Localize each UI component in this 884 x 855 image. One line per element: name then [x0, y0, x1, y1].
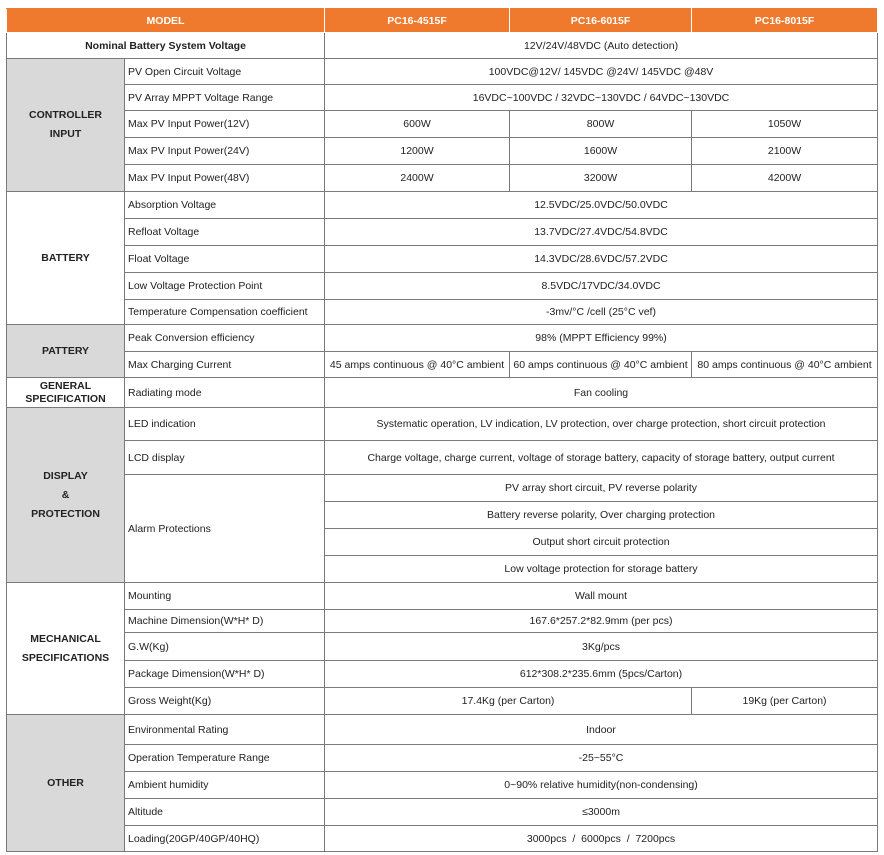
row-value: 2400W — [325, 165, 510, 192]
category-line: GENERAL — [39, 379, 92, 392]
category-line: CONTROLLER — [29, 109, 102, 121]
row-value: Indoor — [325, 715, 878, 745]
table-row — [7, 111, 878, 138]
row-value: 60 amps continuous @ 40°C ambient — [510, 352, 692, 378]
row-label: Mounting — [125, 583, 325, 610]
table-row — [7, 325, 878, 352]
category-line: MECHANICAL — [30, 632, 101, 645]
category-mechanical-specifications — [7, 583, 125, 715]
row-value: 1050W — [692, 111, 878, 138]
row-value: 167.6*257.2*82.9mm (per pcs) — [325, 610, 878, 633]
row-value: 1600W — [510, 138, 692, 165]
row-label: Ambient humidity — [125, 772, 325, 799]
row-label: PV Open Circuit Voltage — [125, 59, 325, 85]
model-header-2: PC16-6015F — [510, 9, 692, 33]
table-row — [7, 165, 878, 192]
row-label: Peak Conversion efficiency — [125, 325, 325, 352]
row-label: Environmental Rating — [125, 715, 325, 745]
category-line: DISPLAY — [43, 469, 88, 482]
row-label: Gross Weight(Kg) — [125, 688, 325, 715]
category-other: OTHER — [7, 715, 125, 852]
row-value: Charge voltage, charge current, voltage of storage battery, capacity of storage battery, output current — [325, 441, 878, 475]
row-value: 8.5VDC/17VDC/34.0VDC — [325, 273, 878, 300]
category-display-protection — [7, 408, 125, 583]
row-label: Operation Temperature Range — [125, 745, 325, 772]
table-row — [7, 246, 878, 273]
row-value: Wall mount — [325, 583, 878, 610]
table-row — [7, 610, 878, 633]
row-value: 3Kg/pcs — [325, 633, 878, 661]
spec-table — [6, 8, 878, 852]
row-label: LED indication — [125, 408, 325, 441]
table-row — [7, 352, 878, 378]
row-value: 16VDC~100VDC / 32VDC~130VDC / 64VDC~130VDC — [325, 85, 878, 111]
row-value: 4200W — [692, 165, 878, 192]
row-label: Float Voltage — [125, 246, 325, 273]
row-value: 45 amps continuous @ 40°C ambient — [325, 352, 510, 378]
table-row — [7, 59, 878, 85]
table-row — [7, 138, 878, 165]
row-label: Low Voltage Protection Point — [125, 273, 325, 300]
row-value: ≤3000m — [325, 799, 878, 826]
row-label: PV Array MPPT Voltage Range — [125, 85, 325, 111]
table-row — [7, 633, 878, 661]
row-value: 17.4Kg (per Carton) — [325, 688, 692, 715]
category-controller-input — [7, 59, 125, 192]
header-row — [7, 9, 878, 33]
row-value: 600W — [325, 111, 510, 138]
row-label: G.W(Kg) — [125, 633, 325, 661]
row-value: 1200W — [325, 138, 510, 165]
category-battery: BATTERY — [7, 192, 125, 325]
row-label: Refloat Voltage — [125, 219, 325, 246]
category-pattery: PATTERY — [7, 325, 125, 378]
category-line: SPECIFICATION — [25, 392, 106, 405]
category-line: SPECIFICATIONS — [21, 651, 110, 664]
row-label: LCD display — [125, 441, 325, 475]
row-value: 80 amps continuous @ 40°C ambient — [692, 352, 878, 378]
table-row — [7, 583, 878, 610]
row-value: 612*308.2*235.6mm (5pcs/Carton) — [325, 661, 878, 688]
row-value: 13.7VDC/27.4VDC/54.8VDC — [325, 219, 878, 246]
table-row — [7, 441, 878, 475]
row-value: 800W — [510, 111, 692, 138]
row-label: Max PV Input Power(48V) — [125, 165, 325, 192]
row-value: Low voltage protection for storage battery — [325, 556, 878, 583]
table-row — [7, 85, 878, 111]
category-general-specification — [7, 378, 125, 408]
row-value: 2100W — [692, 138, 878, 165]
row-label: Max PV Input Power(24V) — [125, 138, 325, 165]
row-value: -25~55°C — [325, 745, 878, 772]
table-row — [7, 219, 878, 246]
row-value: Fan cooling — [325, 378, 878, 408]
table-row — [7, 799, 878, 826]
table-row — [7, 745, 878, 772]
row-label: Package Dimension(W*H* D) — [125, 661, 325, 688]
table-row — [7, 378, 878, 408]
table-row — [7, 273, 878, 300]
row-label: Altitude — [125, 799, 325, 826]
table-row — [7, 772, 878, 799]
row-label: Radiating mode — [125, 378, 325, 408]
row-label: Absorption Voltage — [125, 192, 325, 219]
category-line: INPUT — [49, 128, 82, 140]
model-header: MODEL — [7, 9, 325, 33]
table-row — [7, 661, 878, 688]
row-label: Max Charging Current — [125, 352, 325, 378]
table-row — [7, 300, 878, 325]
nominal-voltage-label: Nominal Battery System Voltage — [7, 33, 325, 59]
row-value: Output short circuit protection — [325, 529, 878, 556]
row-value: 98% (MPPT Efficiency 99%) — [325, 325, 878, 352]
table-row — [7, 33, 878, 59]
row-label: Alarm Protections — [125, 475, 325, 583]
row-label: Temperature Compensation coefficient — [125, 300, 325, 325]
table-row — [7, 475, 878, 502]
row-value: Battery reverse polarity, Over charging protection — [325, 502, 878, 529]
row-label: Loading(20GP/40GP/40HQ) — [125, 826, 325, 852]
table-row — [7, 192, 878, 219]
table-row — [7, 688, 878, 715]
row-label: Max PV Input Power(12V) — [125, 111, 325, 138]
row-value: 100VDC@12V/ 145VDC @24V/ 145VDC @48V — [325, 59, 878, 85]
category-line: & — [61, 488, 70, 501]
model-header-3: PC16-8015F — [692, 9, 878, 33]
row-value: 0~90% relative humidity(non-condensing) — [325, 772, 878, 799]
row-value: 3200W — [510, 165, 692, 192]
table-row — [7, 826, 878, 852]
row-value: 19Kg (per Carton) — [692, 688, 878, 715]
table-row — [7, 715, 878, 745]
row-value: 14.3VDC/28.6VDC/57.2VDC — [325, 246, 878, 273]
row-value: Systematic operation, LV indication, LV protection, over charge protection, short circuit protection — [325, 408, 878, 441]
row-value: 3000pcs / 6000pcs / 7200pcs — [325, 826, 878, 852]
nominal-voltage-value: 12V/24V/48VDC (Auto detection) — [325, 33, 878, 59]
row-label: Machine Dimension(W*H* D) — [125, 610, 325, 633]
model-header-1: PC16-4515F — [325, 9, 510, 33]
row-value: 12.5VDC/25.0VDC/50.0VDC — [325, 192, 878, 219]
row-value: -3mv/°C /cell (25°C vef) — [325, 300, 878, 325]
category-line: PROTECTION — [31, 507, 100, 520]
row-value: PV array short circuit, PV reverse polarity — [325, 475, 878, 502]
table-row — [7, 408, 878, 441]
